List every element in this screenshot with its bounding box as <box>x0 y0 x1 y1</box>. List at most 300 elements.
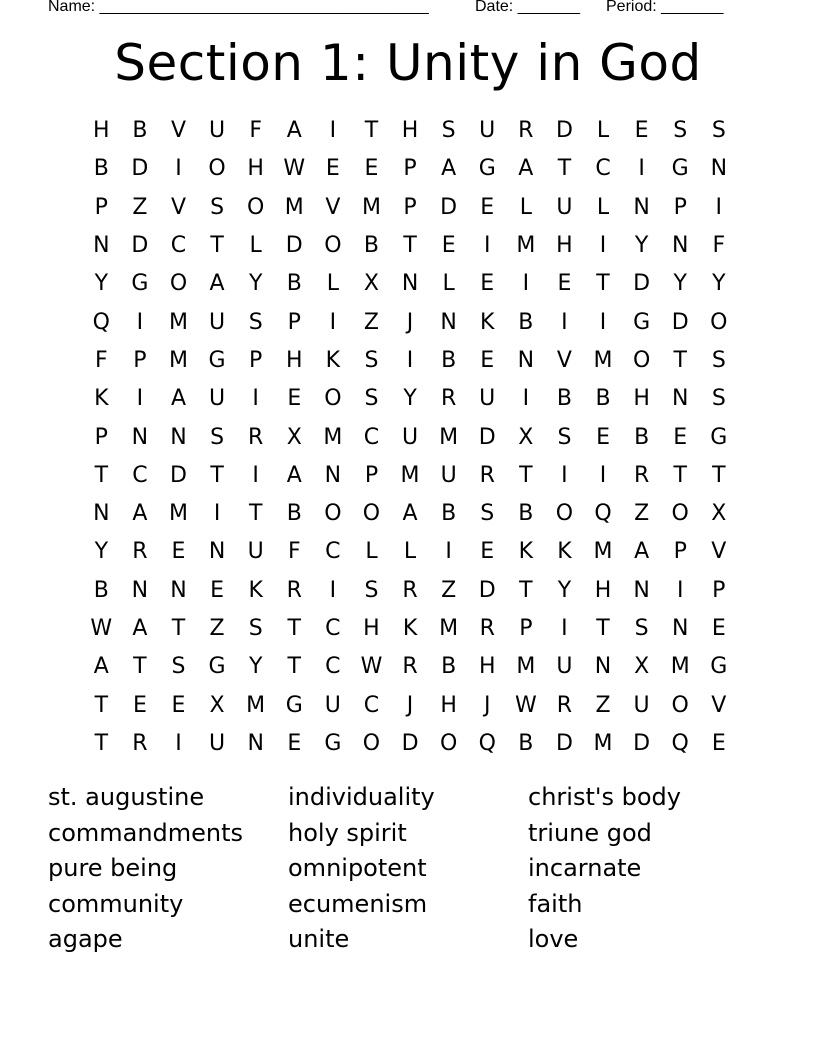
grid-letter[interactable]: E <box>711 616 726 641</box>
date-field[interactable]: Date: _______ <box>475 0 580 15</box>
grid-letter[interactable]: E <box>480 539 495 565</box>
grid-letter[interactable]: S <box>634 616 649 641</box>
grid-letter[interactable]: S <box>248 616 263 641</box>
grid-letter[interactable]: M <box>323 424 343 450</box>
grid-letter[interactable]: U <box>479 386 496 412</box>
grid-letter[interactable]: C <box>325 654 341 680</box>
grid-letter[interactable]: L <box>596 118 610 144</box>
grid-letter[interactable]: P <box>403 194 417 220</box>
grid-letter[interactable]: E <box>557 271 572 297</box>
grid-letter[interactable]: M <box>593 730 613 756</box>
grid-letter[interactable]: I <box>445 539 452 565</box>
grid-letter[interactable]: S <box>711 386 726 412</box>
grid-letter[interactable]: G <box>285 692 303 718</box>
grid-letter[interactable]: T <box>673 462 687 488</box>
grid-letter[interactable]: E <box>441 233 456 259</box>
grid-letter[interactable]: N <box>324 462 342 488</box>
grid-letter[interactable]: D <box>555 730 573 756</box>
grid-letter[interactable]: U <box>209 118 226 144</box>
grid-letter[interactable]: T <box>210 462 224 488</box>
grid-letter[interactable]: F <box>249 118 262 144</box>
grid-letter[interactable]: D <box>170 462 187 488</box>
grid-letter[interactable]: N <box>594 654 612 680</box>
grid-letter[interactable]: L <box>326 271 339 297</box>
word-bank-item: individuality <box>288 783 435 811</box>
grid-letter[interactable]: G <box>710 654 728 680</box>
grid-letter[interactable]: B <box>441 654 457 680</box>
grid-letter[interactable]: K <box>94 386 109 412</box>
grid-letter[interactable]: H <box>247 156 264 182</box>
grid-letter[interactable]: T <box>403 233 417 259</box>
grid-letter[interactable]: D <box>671 309 689 335</box>
grid-letter[interactable]: N <box>671 233 689 259</box>
grid-letter[interactable]: Q <box>92 309 110 335</box>
word-bank-item: love <box>528 925 579 954</box>
grid-letter[interactable]: A <box>634 539 650 565</box>
grid-letter[interactable]: D <box>555 118 573 144</box>
grid-letter[interactable]: P <box>94 424 108 450</box>
grid-letter[interactable]: Y <box>673 271 687 297</box>
grid-letter[interactable]: T <box>364 118 379 144</box>
grid-letter[interactable]: X <box>363 271 379 297</box>
grid-letter[interactable]: D <box>285 233 303 259</box>
grid-letter[interactable]: O <box>247 194 265 220</box>
grid-letter[interactable]: N <box>710 156 728 182</box>
grid-letter[interactable]: B <box>518 730 534 756</box>
grid-letter[interactable]: M <box>168 501 188 527</box>
grid-letter[interactable]: N <box>131 577 149 603</box>
grid-letter[interactable]: I <box>329 577 337 603</box>
grid-letter[interactable]: M <box>361 194 381 220</box>
grid-letter[interactable]: N <box>440 309 457 335</box>
grid-letter[interactable]: I <box>522 386 530 412</box>
grid-letter[interactable]: Y <box>248 271 263 297</box>
grid-letter[interactable]: T <box>210 233 224 259</box>
grid-letter[interactable]: U <box>209 730 226 756</box>
grid-letter[interactable]: K <box>325 347 341 373</box>
grid-letter[interactable]: N <box>170 424 187 450</box>
grid-letter[interactable]: U <box>556 194 573 220</box>
grid-letter[interactable]: W <box>90 616 113 641</box>
grid-letter[interactable]: M <box>168 347 188 373</box>
grid-letter[interactable]: V <box>711 692 727 718</box>
period-field[interactable]: Period: _______ <box>606 0 724 15</box>
grid-letter[interactable]: G <box>478 156 496 182</box>
grid-letter[interactable]: W <box>514 692 537 718</box>
grid-letter[interactable]: P <box>94 194 108 220</box>
grid-letter[interactable]: B <box>93 577 109 603</box>
grid-letter[interactable]: P <box>403 156 417 182</box>
grid-letter[interactable]: D <box>478 424 496 450</box>
grid-letter[interactable]: U <box>324 692 341 718</box>
grid-letter[interactable]: A <box>441 156 457 182</box>
grid-letter[interactable]: L <box>442 271 455 297</box>
grid-letter[interactable]: F <box>287 539 301 565</box>
grid-letter[interactable]: N <box>633 194 650 220</box>
grid-letter[interactable]: D <box>401 730 419 756</box>
grid-letter[interactable]: L <box>249 233 262 259</box>
grid-letter[interactable]: X <box>711 501 727 527</box>
grid-letter[interactable]: B <box>363 233 379 259</box>
grid-letter[interactable]: J <box>406 692 414 718</box>
grid-letter[interactable]: D <box>633 271 651 297</box>
grid-letter[interactable]: J <box>406 309 414 335</box>
grid-letter[interactable]: P <box>287 309 301 335</box>
grid-letter[interactable]: I <box>599 309 607 335</box>
grid-letter[interactable]: V <box>170 194 187 220</box>
grid-letter[interactable]: A <box>209 271 225 297</box>
grid-letter[interactable]: N <box>247 730 264 756</box>
grid-letter[interactable]: V <box>556 347 572 373</box>
grid-letter[interactable]: T <box>557 156 572 182</box>
grid-letter[interactable]: T <box>171 616 186 641</box>
grid-letter[interactable]: E <box>673 424 688 450</box>
grid-letter[interactable]: E <box>596 424 610 450</box>
grid-letter[interactable]: R <box>518 118 534 144</box>
grid-letter[interactable]: M <box>593 347 613 373</box>
grid-letter[interactable]: I <box>599 233 607 259</box>
grid-letter[interactable]: A <box>132 616 148 641</box>
grid-letter[interactable]: N <box>93 501 110 527</box>
grid-letter[interactable]: S <box>171 654 186 680</box>
grid-letter[interactable]: O <box>710 309 728 335</box>
grid-letter[interactable]: J <box>483 692 491 718</box>
grid-letter[interactable]: M <box>246 692 266 718</box>
grid-letter[interactable]: Z <box>634 501 650 527</box>
grid-letter[interactable]: I <box>676 577 684 603</box>
grid-letter[interactable]: N <box>401 271 419 297</box>
grid-letter[interactable]: B <box>595 386 611 412</box>
grid-letter[interactable]: G <box>208 654 226 680</box>
grid-letter[interactable]: C <box>363 692 380 718</box>
grid-letter[interactable]: I <box>136 386 144 412</box>
grid-letter[interactable]: I <box>638 156 645 182</box>
grid-letter[interactable]: P <box>364 462 379 488</box>
grid-letter[interactable]: B <box>441 501 457 527</box>
grid-letter[interactable]: R <box>479 616 495 641</box>
grid-letter[interactable]: E <box>325 156 340 182</box>
grid-letter[interactable]: I <box>252 462 259 488</box>
grid-letter[interactable]: U <box>556 654 573 680</box>
grid-letter[interactable]: I <box>329 309 337 335</box>
grid-letter[interactable]: B <box>286 271 302 297</box>
grid-letter[interactable]: Y <box>557 577 572 603</box>
word-search-grid <box>82 112 742 763</box>
grid-letter[interactable]: E <box>171 692 186 718</box>
grid-letter[interactable]: H <box>633 386 650 412</box>
grid-letter[interactable]: O <box>362 501 381 527</box>
grid-letter[interactable]: I <box>213 501 221 527</box>
grid-letter[interactable]: H <box>478 654 496 680</box>
grid-letter[interactable]: G <box>633 309 651 335</box>
grid-letter[interactable]: T <box>596 616 610 641</box>
grid-letter[interactable]: G <box>131 271 149 297</box>
grid-letter[interactable]: R <box>633 462 650 488</box>
grid-letter[interactable]: S <box>711 347 726 373</box>
grid-letter[interactable]: I <box>483 233 491 259</box>
grid-letter[interactable]: U <box>633 692 650 718</box>
grid-letter[interactable]: N <box>671 616 689 641</box>
grid-letter[interactable]: S <box>557 424 572 450</box>
grid-letter[interactable]: Q <box>671 730 689 756</box>
grid-letter[interactable]: H <box>594 577 612 603</box>
grid-letter[interactable]: I <box>561 462 568 488</box>
grid-letter[interactable]: O <box>169 271 188 297</box>
grid-letter[interactable]: G <box>208 347 226 373</box>
grid-letter[interactable]: V <box>325 194 341 220</box>
grid-letter[interactable]: I <box>329 118 337 144</box>
grid-letter[interactable]: T <box>519 462 533 488</box>
grid-letter[interactable]: S <box>210 194 225 220</box>
grid-letter[interactable]: Z <box>209 616 225 641</box>
grid-letter[interactable]: H <box>556 233 573 259</box>
grid-letter[interactable]: D <box>633 730 651 756</box>
grid-letter[interactable]: M <box>284 194 304 220</box>
grid-letter[interactable]: U <box>209 309 226 335</box>
grid-letter[interactable]: U <box>440 462 457 488</box>
grid-letter[interactable]: Y <box>94 271 109 297</box>
word-bank <box>48 780 768 958</box>
grid-letter[interactable]: P <box>249 347 263 373</box>
grid-letter[interactable]: B <box>93 156 109 182</box>
grid-letter[interactable]: M <box>400 462 420 488</box>
grid-letter[interactable]: K <box>480 309 495 335</box>
grid-letter[interactable]: E <box>210 577 225 603</box>
grid-letter[interactable]: B <box>441 347 457 373</box>
grid-letter[interactable]: S <box>441 118 456 144</box>
grid-letter[interactable]: T <box>519 577 533 603</box>
grid-letter[interactable]: Q <box>594 501 612 527</box>
grid-letter[interactable]: P <box>519 616 533 641</box>
grid-letter[interactable]: Y <box>248 654 263 680</box>
grid-letter[interactable]: A <box>132 501 148 527</box>
grid-letter[interactable]: E <box>480 271 495 297</box>
grid-letter[interactable]: Y <box>403 386 417 412</box>
grid-letter[interactable]: O <box>555 501 574 527</box>
grid-letter[interactable]: C <box>325 539 341 565</box>
grid-letter[interactable]: D <box>131 233 149 259</box>
grid-letter[interactable]: S <box>364 347 379 373</box>
grid-letter[interactable]: G <box>671 156 689 182</box>
grid-letter[interactable]: O <box>324 386 342 412</box>
grid-letter[interactable]: I <box>406 347 414 373</box>
grid-letter[interactable]: C <box>595 156 611 182</box>
grid-letter[interactable]: H <box>401 118 419 144</box>
name-field[interactable]: Name: _____________________________________ <box>48 0 429 15</box>
grid-row <box>82 303 742 341</box>
grid-letter[interactable]: E <box>634 118 649 144</box>
grid-letter[interactable]: P <box>133 347 147 373</box>
grid-letter[interactable]: I <box>175 156 182 182</box>
grid-letter[interactable]: P <box>673 539 687 565</box>
grid-letter[interactable]: X <box>286 424 302 450</box>
grid-letter[interactable]: S <box>248 309 263 335</box>
grid-letter[interactable]: L <box>403 539 417 565</box>
grid-letter[interactable]: N <box>517 347 535 373</box>
grid-letter[interactable]: H <box>440 692 457 718</box>
grid-letter[interactable]: N <box>208 539 226 565</box>
grid-letter[interactable]: A <box>518 156 534 182</box>
grid-letter[interactable]: E <box>711 730 726 756</box>
grid-letter[interactable]: C <box>325 616 341 641</box>
grid-letter[interactable]: T <box>94 462 109 488</box>
grid-letter[interactable]: A <box>93 654 109 680</box>
grid-letter[interactable]: I <box>715 194 723 220</box>
grid-letter[interactable]: O <box>671 501 689 527</box>
grid-letter[interactable]: Z <box>595 692 611 718</box>
grid-letter[interactable]: M <box>168 309 188 335</box>
grid-letter[interactable]: Q <box>478 730 496 756</box>
grid-letter[interactable]: W <box>283 156 306 182</box>
grid-letter[interactable]: T <box>287 616 301 641</box>
grid-letter[interactable]: R <box>402 577 418 603</box>
grid-letter[interactable]: E <box>287 730 302 756</box>
grid-letter[interactable]: R <box>556 692 573 718</box>
grid-letter[interactable]: K <box>402 616 418 641</box>
grid-letter[interactable]: R <box>132 539 148 565</box>
grid-letter[interactable]: M <box>439 616 459 641</box>
word-bank-item: community <box>48 889 184 918</box>
grid-letter[interactable]: U <box>479 118 496 144</box>
word-bank-item: ecumenism <box>288 889 428 918</box>
grid-letter[interactable]: Y <box>712 271 726 297</box>
grid-letter[interactable]: U <box>401 424 419 450</box>
grid-letter[interactable]: L <box>519 194 532 220</box>
grid-letter[interactable]: E <box>132 692 147 718</box>
grid-letter[interactable]: T <box>94 730 109 756</box>
grid-letter[interactable]: R <box>479 462 495 488</box>
grid-letter[interactable]: E <box>171 539 186 565</box>
grid-letter[interactable]: T <box>133 654 147 680</box>
grid-letter[interactable]: A <box>286 118 302 144</box>
grid-letter[interactable]: I <box>561 616 568 641</box>
grid-letter[interactable]: X <box>634 654 650 680</box>
grid-letter[interactable]: I <box>561 309 568 335</box>
grid-letter[interactable]: O <box>324 233 342 259</box>
grid-letter[interactable]: F <box>94 347 108 373</box>
grid-letter[interactable]: P <box>673 194 687 220</box>
grid-letter[interactable]: A <box>286 462 302 488</box>
grid-letter[interactable]: T <box>248 501 263 527</box>
grid-letter[interactable]: O <box>362 730 381 756</box>
grid-letter[interactable]: R <box>402 654 418 680</box>
grid-letter[interactable]: V <box>711 539 727 565</box>
grid-letter[interactable]: B <box>132 118 148 144</box>
grid-letter[interactable]: Y <box>634 233 649 259</box>
grid-letter[interactable]: E <box>287 386 302 412</box>
grid-letter[interactable]: Z <box>363 309 379 335</box>
grid-letter[interactable]: C <box>132 462 148 488</box>
grid-letter[interactable]: K <box>557 539 572 565</box>
grid-letter[interactable]: U <box>209 386 226 412</box>
grid-letter[interactable]: D <box>478 577 496 603</box>
grid-letter[interactable]: C <box>363 424 380 450</box>
grid-letter[interactable]: C <box>170 233 187 259</box>
grid-letter[interactable]: O <box>324 501 342 527</box>
grid-letter[interactable]: S <box>210 424 225 450</box>
grid-letter[interactable]: B <box>518 501 534 527</box>
grid-letter[interactable]: H <box>285 347 303 373</box>
grid-letter[interactable]: T <box>712 462 726 488</box>
grid-letter[interactable]: B <box>286 501 302 527</box>
grid-letter[interactable]: I <box>599 462 607 488</box>
grid-letter[interactable]: E <box>364 156 379 182</box>
grid-letter[interactable]: E <box>480 194 495 220</box>
grid-letter[interactable]: B <box>556 386 572 412</box>
grid-letter[interactable]: L <box>365 539 378 565</box>
grid-letter[interactable]: H <box>93 118 110 144</box>
grid-letter[interactable]: N <box>170 577 187 603</box>
grid-letter[interactable]: S <box>711 118 726 144</box>
grid-letter[interactable]: B <box>634 424 650 450</box>
grid-letter[interactable]: O <box>439 730 458 756</box>
grid-letter[interactable]: T <box>287 654 301 680</box>
grid-letter[interactable]: K <box>248 577 263 603</box>
grid-letter[interactable]: Z <box>132 194 148 220</box>
grid-letter[interactable]: R <box>248 424 264 450</box>
grid-letter[interactable]: S <box>673 118 688 144</box>
grid-letter[interactable]: Y <box>94 539 109 565</box>
grid-letter[interactable]: X <box>209 692 225 718</box>
grid-letter[interactable]: A <box>170 386 187 412</box>
grid-letter[interactable]: M <box>516 233 536 259</box>
grid-letter[interactable]: I <box>175 730 182 756</box>
grid-letter[interactable]: T <box>596 271 610 297</box>
grid-letter[interactable]: D <box>131 156 149 182</box>
grid-letter[interactable]: I <box>522 271 530 297</box>
grid-letter[interactable]: W <box>360 654 383 680</box>
grid-letter[interactable]: K <box>518 539 534 565</box>
grid-letter[interactable]: E <box>480 347 495 373</box>
grid-letter[interactable]: O <box>671 692 689 718</box>
grid-letter[interactable]: F <box>712 233 726 259</box>
grid-letter[interactable]: I <box>136 309 144 335</box>
grid-letter[interactable]: M <box>439 424 459 450</box>
grid-letter[interactable]: H <box>363 616 380 641</box>
grid-letter[interactable]: U <box>247 539 264 565</box>
grid-letter[interactable]: B <box>518 309 534 335</box>
grid-letter[interactable]: N <box>93 233 110 259</box>
grid-letter[interactable]: M <box>670 654 690 680</box>
grid-letter[interactable]: R <box>132 730 148 756</box>
grid-letter[interactable]: V <box>170 118 187 144</box>
grid-letter[interactable]: L <box>596 194 610 220</box>
grid-letter[interactable]: Z <box>441 577 457 603</box>
grid-letter[interactable]: N <box>633 577 650 603</box>
grid-letter[interactable]: D <box>440 194 458 220</box>
grid-letter[interactable]: S <box>480 501 495 527</box>
word-bank-item: pure being <box>48 854 178 883</box>
grid-letter[interactable]: N <box>131 424 149 450</box>
grid-letter[interactable]: G <box>710 424 728 450</box>
grid-letter[interactable]: I <box>252 386 259 412</box>
grid-letter[interactable]: T <box>673 347 687 373</box>
grid-letter[interactable]: S <box>364 386 379 412</box>
grid-letter[interactable]: O <box>208 156 226 182</box>
grid-letter[interactable]: G <box>324 730 342 756</box>
grid-letter[interactable]: T <box>94 692 109 718</box>
grid-letter[interactable]: X <box>518 424 534 450</box>
grid-letter[interactable]: M <box>516 654 536 680</box>
grid-letter[interactable]: A <box>402 501 418 527</box>
grid-letter[interactable]: M <box>593 539 613 565</box>
grid-letter[interactable]: R <box>440 386 457 412</box>
grid-letter[interactable]: R <box>286 577 302 603</box>
grid-letter[interactable]: O <box>632 347 651 373</box>
grid-letter[interactable]: P <box>712 577 726 603</box>
grid-letter[interactable]: S <box>364 577 379 603</box>
grid-letter[interactable]: N <box>671 386 689 412</box>
